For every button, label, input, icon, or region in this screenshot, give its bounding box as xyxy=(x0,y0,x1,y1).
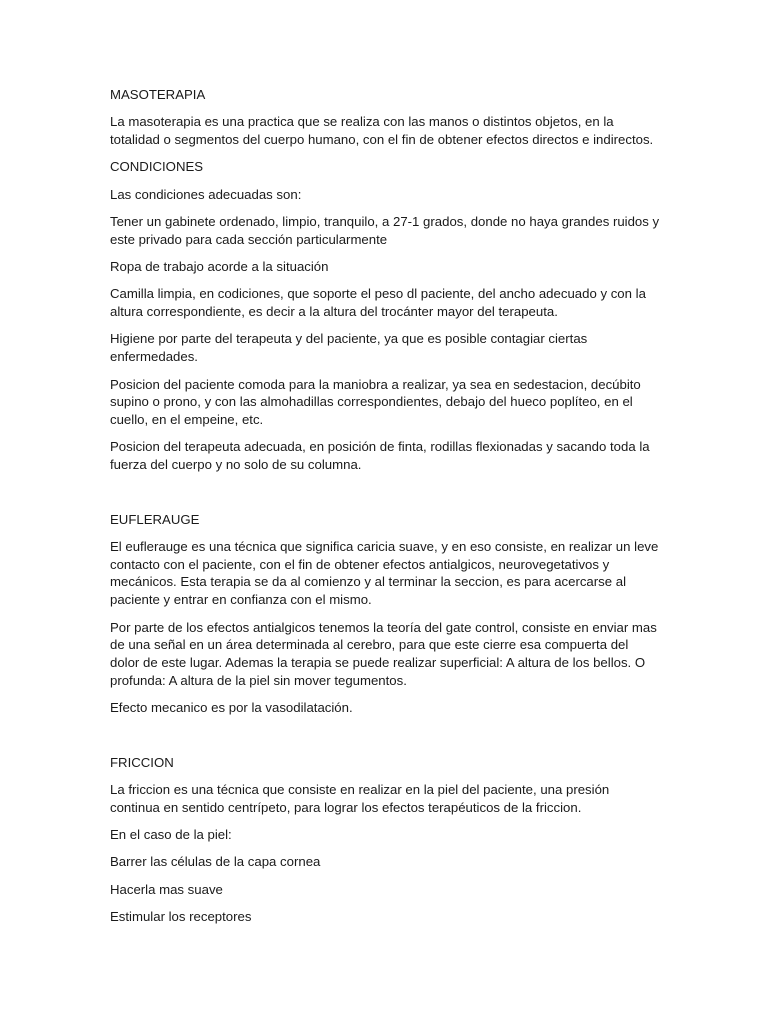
paragraph: Posicion del terapeuta adecuada, en posición de finta, rodillas flexionadas y sacando toda la fuerza del cuerpo y no solo de su columna. xyxy=(110,439,650,473)
paragraph: La masoterapia es una practica que se realiza con las manos o distintos objetos, en la totalidad o segmentos del cuerpo humano, con el fin de obtener efectos directos e indirectos. xyxy=(110,114,654,148)
heading-friccion: FRICCION xyxy=(110,754,174,770)
paragraph: Por parte de los efectos antialgicos tenemos la teoría del gate control, consiste en enviar mas de una señal en un área determinada al cerebro, para que este cierre esa compuerta del dolor de este lugar. Ademas la terapia se puede realizar superficial: A altura de los bellos. O profunda: A altura de la piel sin mover tegumentos. xyxy=(110,619,657,688)
paragraph: Higiene por parte del terapeuta y del paciente, ya que es posible contagiar ciertas enfermedades. xyxy=(110,331,588,365)
section-spacer xyxy=(110,484,660,511)
document-body xyxy=(110,86,660,935)
paragraph: Camilla limpia, en codiciones, que soporte el peso dl paciente, del ancho adecuado y con la altura correspondiente, es decir a la altura del trocánter mayor del terapeuta. xyxy=(110,286,646,320)
heading-euflerauge: EUFLERAUGE xyxy=(110,511,200,527)
paragraph: Tener un gabinete ordenado, limpio, tranquilo, a 27-1 grados, donde no haya grandes ruidos y este privado para cada sección particularmente xyxy=(110,213,660,247)
paragraph: Las condiciones adecuadas son: xyxy=(110,186,302,202)
paragraph: La friccion es una técnica que consiste en realizar en la piel del paciente, una presión continua en sentido centrípeto, para lograr los efectos terapéuticos de la friccion. xyxy=(110,781,610,815)
paragraph: El euflerauge es una técnica que significa caricia suave, y en eso consiste, en realizar un leve contacto con el paciente, con el fin de obtener efectos antialgicos, neurovegetativos y mecánicos. Esta terapia se da al comienzo y al terminar la seccion, es para acercarse al paciente y entrar en confianza con el mismo. xyxy=(110,538,659,608)
paragraph: En el caso de la piel: xyxy=(110,826,232,842)
heading-masoterapia: MASOTERAPIA xyxy=(110,87,206,102)
list-item: Hacerla mas suave xyxy=(110,881,223,897)
paragraph: Posicion del paciente comoda para la maniobra a realizar, ya sea en sedestacion, decúbito supino o prono, y con las almohadillas correspondientes, debajo del hueco poplíteo, en el cuello, en el empeine, etc. xyxy=(110,376,641,428)
paragraph: Efecto mecanico es por la vasodilatación. xyxy=(110,700,353,716)
paragraph: Ropa de trabajo acorde a la situación xyxy=(110,259,329,275)
list-item: Barrer las células de la capa cornea xyxy=(110,854,321,870)
heading-condiciones: CONDICIONES xyxy=(110,159,204,175)
section-spacer xyxy=(110,727,660,754)
list-item: Estimular los receptores xyxy=(110,908,252,924)
